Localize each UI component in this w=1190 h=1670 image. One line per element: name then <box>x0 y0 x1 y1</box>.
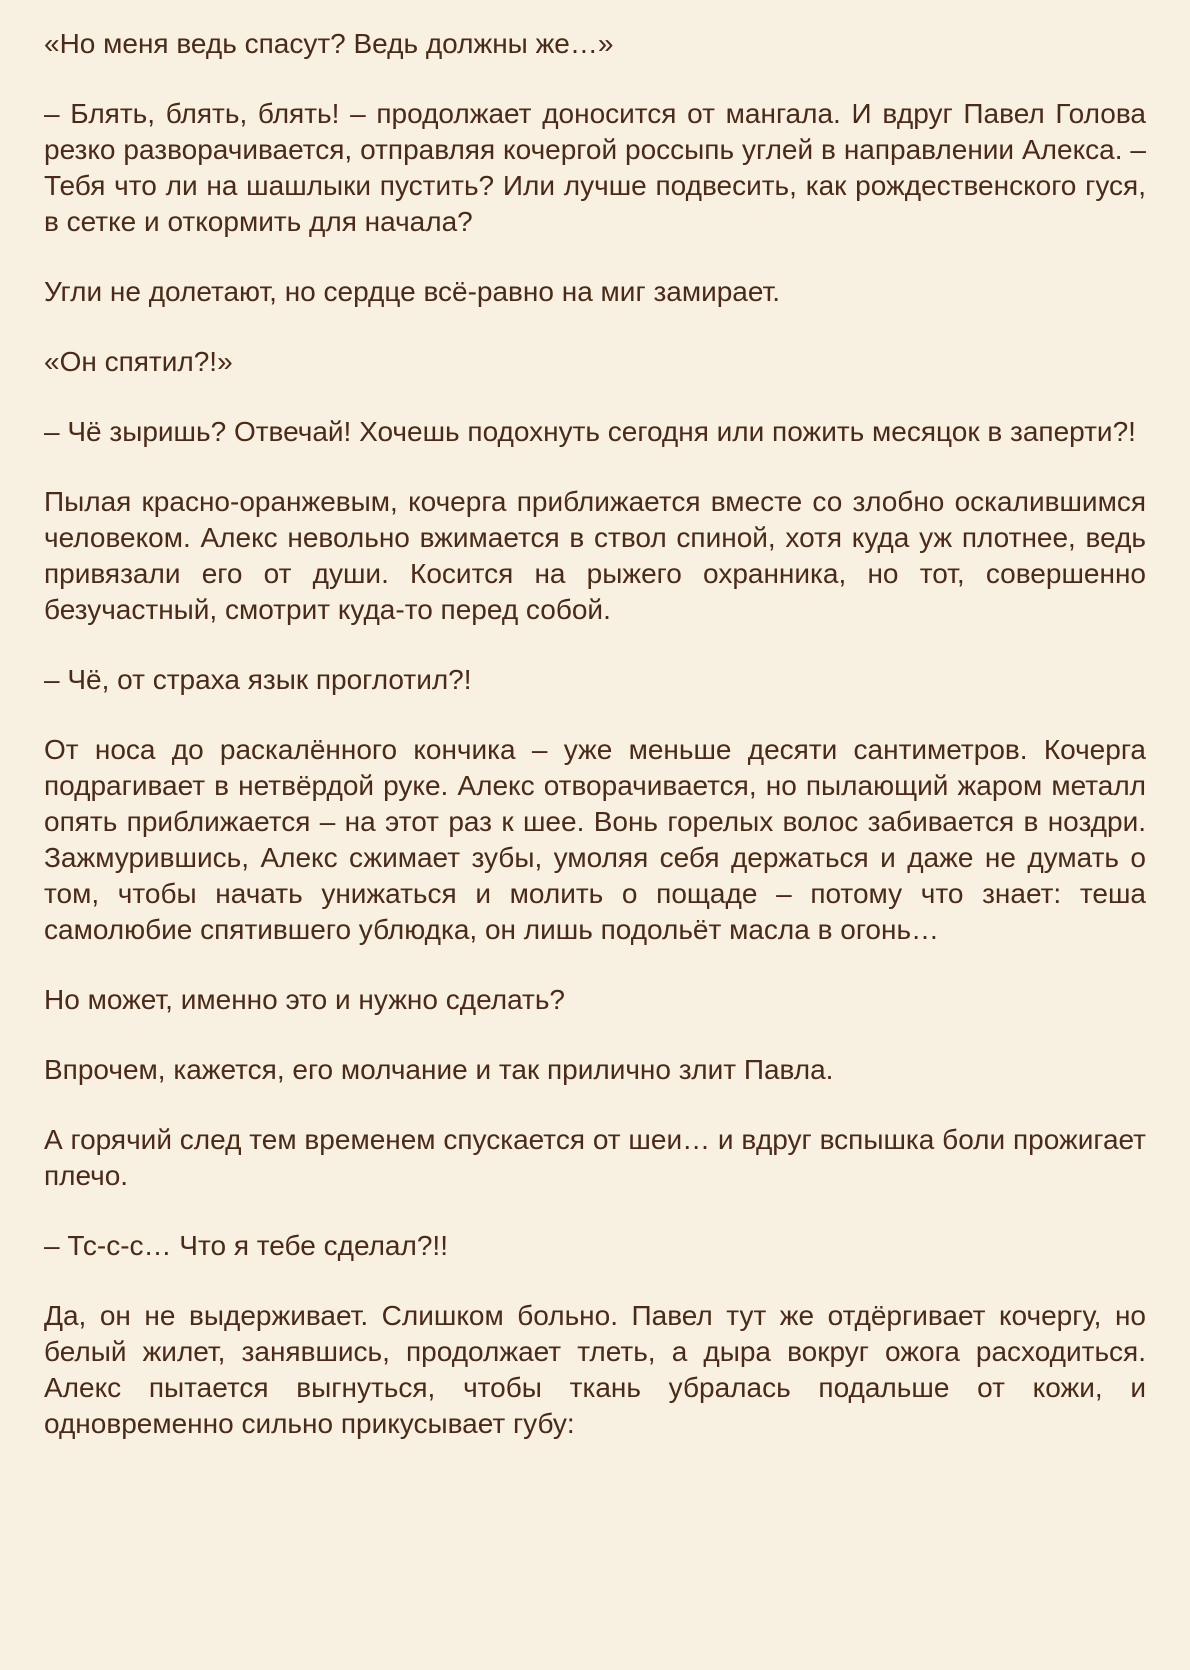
paragraph-2: – Блять, блять, блять! – продолжает доносится от мангала. И вдруг Павел Голова резко разворачивается, отправляя кочергой россыпь углей в направлении Алекса. – Тебя что ли на шашлыки пустить? Или лучше подвесить, как рождественского гуся, в сетке и откормить для начала? <box>44 98 1146 237</box>
paragraph-11: А горячий след тем временем спускается от шеи… и вдруг вспышка боли прожигает плечо. <box>44 1124 1146 1191</box>
paragraph-9: Но может, именно это и нужно сделать? <box>44 984 566 1015</box>
paragraph-12: – Тс-с-с… Что я тебе сделал?!! <box>44 1230 448 1261</box>
paragraph-10: Впрочем, кажется, его молчание и так прилично злит Павла. <box>44 1054 834 1085</box>
paragraph-5: – Чё зыришь? Отвечай! Хочешь подохнуть сегодня или пожить месяцок в заперти?! <box>44 416 1136 447</box>
paragraph-4: «Он спятил?!» <box>44 346 233 377</box>
paragraph-8: От носа до раскалённого кончика – уже меньше десяти сантиметров. Кочерга подрагивает в нетвёрдой руке. Алекс отворачивается, но пылающий жаром металл опять приближается – на этот раз к шее. Вонь горелых волос забивается в ноздри. Зажмурившись, Алекс сжимает зубы, умоляя себя держаться и даже не думать о том, чтобы начать унижаться и молить о пощаде – потому что знает: теша самолюбие спятившего ублюдка, он лишь подольёт масла в огонь… <box>44 734 1146 945</box>
paragraph-7: – Чё, от страха язык проглотил?! <box>44 664 472 695</box>
paragraph-1: «Но меня ведь спасут? Ведь должны же…» <box>44 28 614 59</box>
paragraph-6: Пылая красно-оранжевым, кочерга приближается вместе со злобно оскалившимся человеком. Алекс невольно вжимается в ствол спиной, хотя куда уж плотнее, ведь привязали его от души. Косится на рыжего охранника, но тот, совершенно безучастный, смотрит куда-то перед собой. <box>44 486 1146 625</box>
paragraph-13: Да, он не выдерживает. Слишком больно. Павел тут же отдёргивает кочергу, но белый жилет, занявшись, продолжает тлеть, а дыра вокруг ожога расходиться. Алекс пытается выгнуться, чтобы ткань убралась подальше от кожи, и одновременно сильно прикусывает губу: <box>44 1300 1146 1439</box>
paragraph-3: Угли не долетают, но сердце всё-равно на миг замирает. <box>44 276 781 307</box>
